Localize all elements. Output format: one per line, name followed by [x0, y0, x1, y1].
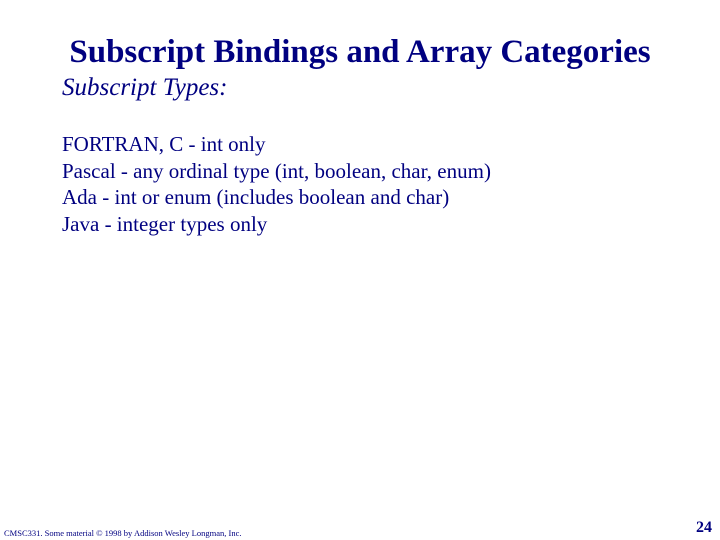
list-item: FORTRAN, C - int only	[62, 132, 266, 156]
list-item: Pascal - any ordinal type (int, boolean, char, enum)	[62, 158, 491, 183]
list-item: Java - integer types only	[62, 211, 268, 236]
footer-copyright: CMSC331. Some material © 1998 by Addison Wesley Longman, Inc.	[4, 528, 242, 538]
list-item: Ada - int or enum (includes boolean and char)	[62, 185, 450, 209]
page-number: 24	[696, 519, 712, 536]
slide-title: Subscript Bindings and Array Categories	[69, 34, 651, 70]
slide-subtitle: Subscript Types:	[62, 74, 228, 101]
content-list	[62, 131, 491, 237]
